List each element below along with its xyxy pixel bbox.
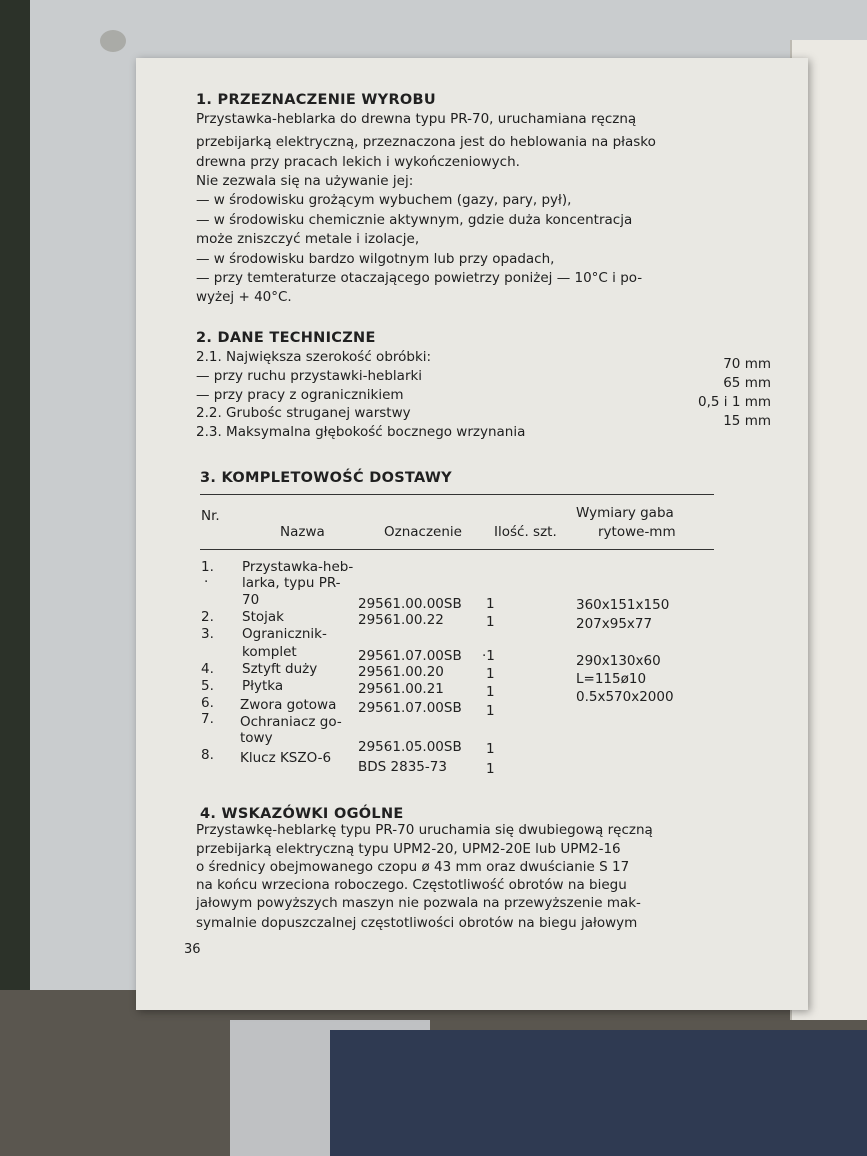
- table-cell-qty: 1: [486, 741, 495, 757]
- table-cell-name: komplet: [242, 644, 297, 660]
- table-cell-name: Ogranicznik-: [242, 626, 327, 642]
- table-cell-qty: 1: [486, 684, 495, 700]
- spec-value: 65 mm: [723, 375, 771, 391]
- table-cell-qty: 1: [486, 614, 495, 630]
- col-header-ilosc: Ilość. szt.: [494, 524, 557, 540]
- section-1-line: wyżej + 40°C.: [196, 289, 292, 305]
- col-header-oznaczenie: Oznaczenie: [384, 524, 462, 540]
- table-cell-code: 29561.00.21: [358, 681, 444, 697]
- table-cell-nr: 7.: [201, 711, 214, 727]
- table-cell-name: Klucz KSZO-6: [240, 750, 332, 766]
- table-cell-qty: 1: [486, 666, 495, 682]
- section-4-title: 4. WSKAZÓWKI OGÓLNE: [200, 806, 404, 822]
- table-cell-dim: 0.5x570x2000: [576, 689, 674, 705]
- section-4-line: na końcu wrzeciona roboczego. Częstotliwość obrotów na biegu: [196, 877, 627, 893]
- col-header-nazwa: Nazwa: [280, 524, 325, 540]
- table-cell-name: Zwora gotowa: [240, 697, 337, 713]
- table-cell-name: larka, typu PR-: [242, 575, 341, 591]
- table-cell-nr: 2.: [201, 609, 214, 625]
- table-cell-nr: 1.: [201, 559, 214, 575]
- page-number: 36: [184, 942, 201, 957]
- section-1-line: drewna przy pracach lekich i wykończeniowych.: [196, 154, 520, 170]
- table-cell-nr: 8.: [201, 747, 214, 763]
- section-1-line: — w środowisku bardzo wilgotnym lub przy opadach,: [196, 251, 555, 267]
- section-1-line: Nie zezwala się na używanie jej:: [196, 173, 414, 189]
- table-cell-dim: 290x130x60: [576, 653, 661, 669]
- section-4-line: jałowym powyższych maszyn nie pozwala na przewyższenie mak-: [196, 895, 641, 911]
- section-1-line: — w środowisku grożącym wybuchem (gazy, pary, pył),: [196, 192, 572, 208]
- table-top-rule: [200, 494, 714, 495]
- spec-label: 2.1. Największa szerokość obróbki:: [196, 349, 432, 365]
- table-cell-name: Przystawka-heb-: [242, 559, 354, 575]
- spec-label: — przy pracy z ogranicznikiem: [196, 387, 404, 403]
- section-4-line: o średnicy obejmowanego czopu ø 43 mm oraz dwuścianie S 17: [196, 859, 630, 875]
- table-cell-dim: 207x95x77: [576, 616, 653, 632]
- table-cell-qty: 1: [486, 761, 495, 777]
- table-cell-nr: 4.: [201, 661, 214, 677]
- table-cell-name: 70: [242, 592, 260, 608]
- section-1-line: przebijarką elektryczną, przeznaczona jest do heblowania na płasko: [196, 134, 656, 150]
- col-header-nr: Nr.: [201, 508, 220, 524]
- section-1-line: — przy temteraturze otaczającego powietrzy poniżej — 10°C i po-: [196, 270, 643, 286]
- table-cell-code: 29561.00.22: [358, 612, 444, 628]
- table-cell-code: 29561.07.00SB: [358, 648, 462, 664]
- col-header-wymiary: rytowe-mm: [598, 524, 676, 540]
- table-cell-nr: ·: [204, 574, 209, 590]
- table-header-rule: [200, 549, 714, 550]
- section-1-title: 1. PRZEZNACZENIE WYROBU: [196, 92, 436, 108]
- background-cloth: [330, 1030, 867, 1156]
- table-cell-nr: 6.: [201, 695, 214, 711]
- section-4-line: przebijarką elektryczną typu UPM2-20, UPM2-20E lub UPM2-16: [196, 841, 621, 857]
- spec-label: 2.3. Maksymalna głębokość bocznego wrzynania: [196, 424, 526, 440]
- section-2-title: 2. DANE TECHNICZNE: [196, 330, 376, 346]
- table-cell-qty: 1: [486, 596, 495, 612]
- col-header-wymiary: Wymiary gaba: [576, 505, 674, 521]
- manual-page: [136, 58, 808, 1010]
- table-cell-code: 29561.07.00SB: [358, 700, 462, 716]
- spec-label: — przy ruchu przystawki-heblarki: [196, 368, 423, 384]
- table-cell-code: 29561.00.00SB: [358, 596, 462, 612]
- table-cell-code: 29561.00.20: [358, 664, 444, 680]
- table-cell-code: 29561.05.00SB: [358, 739, 462, 755]
- table-cell-dim: 360x151x150: [576, 597, 670, 613]
- section-1-line: może zniszczyć metale i izolacje,: [196, 231, 420, 247]
- table-cell-nr: 5.: [201, 678, 214, 694]
- table-cell-name: towy: [240, 730, 273, 746]
- table-cell-code: BDS 2835-73: [358, 759, 447, 775]
- table-cell-name: Ochraniacz go-: [240, 714, 342, 730]
- section-1-line: Przystawka-heblarka do drewna typu PR-70, uruchamiana ręczną: [196, 111, 637, 127]
- table-cell-qty: ·1: [482, 648, 495, 664]
- table-cell-name: Sztyft duży: [242, 661, 318, 677]
- background-edge: [0, 0, 30, 1030]
- spec-value: 0,5 i 1 mm: [698, 394, 771, 410]
- section-4-line: symalnie dopuszczalnej częstotliwości obrotów na biegu jałowym: [196, 915, 638, 931]
- spec-value: 70 mm: [723, 356, 771, 372]
- table-cell-nr: 3.: [201, 626, 214, 642]
- spec-value: 15 mm: [723, 413, 771, 429]
- section-1-line: — w środowisku chemicznie aktywnym, gdzie duża koncentracja: [196, 212, 633, 228]
- table-cell-name: Płytka: [242, 678, 284, 694]
- table-cell-name: Stojak: [242, 609, 284, 625]
- table-cell-qty: 1: [486, 703, 495, 719]
- surface-stain: [100, 30, 126, 52]
- table-cell-dim: L=115ø10: [576, 671, 647, 687]
- section-4-line: Przystawkę-heblarkę typu PR-70 uruchamia się dwubiegową ręczną: [196, 822, 653, 838]
- section-3-title: 3. KOMPLETOWOŚĆ DOSTAWY: [200, 470, 452, 486]
- spec-label: 2.2. Grubośc struganej warstwy: [196, 405, 411, 421]
